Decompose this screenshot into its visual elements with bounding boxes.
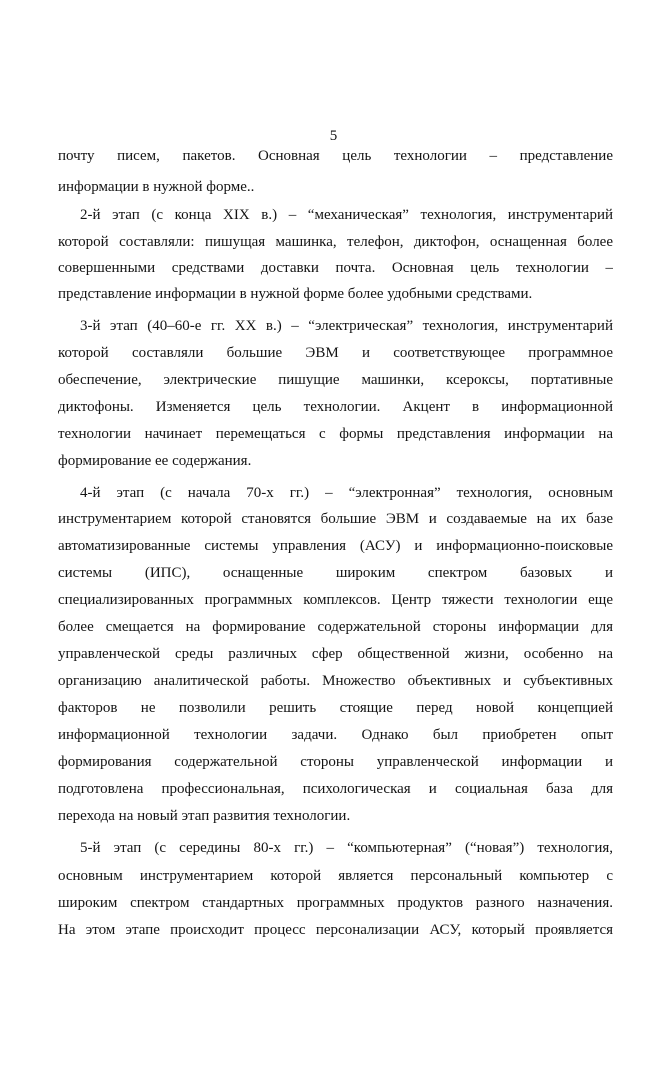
text-line: более смещается на формирование содержательной стороны информации для xyxy=(58,619,613,635)
text-line: совершенными средствами доставки почта. Основная цель технологии – xyxy=(58,260,613,276)
text-line: системы (ИПС), оснащенные широким спектром базовых и xyxy=(58,565,613,581)
text-line: представление информации в нужной форме более удобными средствами. xyxy=(58,286,533,302)
text-line: специализированных программных комплексов. Центр тяжести технологии еще xyxy=(58,592,613,608)
text-line: управленческой среды различных сфер общественной жизни, особенно на xyxy=(58,646,613,662)
text-line: обеспечение, электрические пишущие машинки, ксероксы, портативные xyxy=(58,372,613,388)
text-line: информационной технологии задачи. Однако был приобретен опыт xyxy=(58,727,613,743)
text-line: диктофоны. Изменяется цель технологии. Акцент в информационной xyxy=(58,399,613,415)
text-line: подготовлена профессиональная, психологическая и социальная база для xyxy=(58,781,613,797)
text-line: факторов не позволили решить стоящие перед новой концепцией xyxy=(58,700,613,716)
text-line: широким спектром стандартных программных продуктов разного назначения. xyxy=(58,895,613,911)
text-line: 2-й этап (с конца XIX в.) – “механическая” технология, инструментарий xyxy=(80,207,613,223)
text-line: которой составляли большие ЭВМ и соответствующее программное xyxy=(58,345,613,361)
text-line: 4-й этап (с начала 70-х гг.) – “электронная” технология, основным xyxy=(80,485,613,501)
text-line: основным инструментарием которой является персональный компьютер с xyxy=(58,868,613,884)
text-line: автоматизированные системы управления (АСУ) и информационно-поисковые xyxy=(58,538,613,554)
text-line: перехода на новый этап развития технологии. xyxy=(58,808,351,824)
text-line: 5-й этап (с середины 80-х гг.) – “компьютерная” (“новая”) технология, xyxy=(80,840,613,856)
text-line: технологии начинает перемещаться с формы представления информации на xyxy=(58,426,613,442)
text-line: На этом этапе происходит процесс персонализации АСУ, который проявляется xyxy=(58,922,613,938)
page-number: 5 xyxy=(329,128,338,144)
text-line: 3-й этап (40–60-е гг. XX в.) – “электрическая” технология, инструментарий xyxy=(80,318,613,334)
text-line: почту писем, пакетов. Основная цель технологии – представление xyxy=(58,148,613,164)
text-line: инструментарием которой становятся большие ЭВМ и создаваемые на их базе xyxy=(58,511,613,527)
text-line: формирование ее содержания. xyxy=(58,453,252,469)
text-line: организацию аналитической работы. Множество объективных и субъективных xyxy=(58,673,613,689)
text-line: информации в нужной форме.. xyxy=(58,179,255,195)
text-line: которой составляли: пишущая машинка, телефон, диктофон, оснащенная более xyxy=(58,234,613,250)
text-line: формирования содержательной стороны управленческой информации и xyxy=(58,754,613,770)
